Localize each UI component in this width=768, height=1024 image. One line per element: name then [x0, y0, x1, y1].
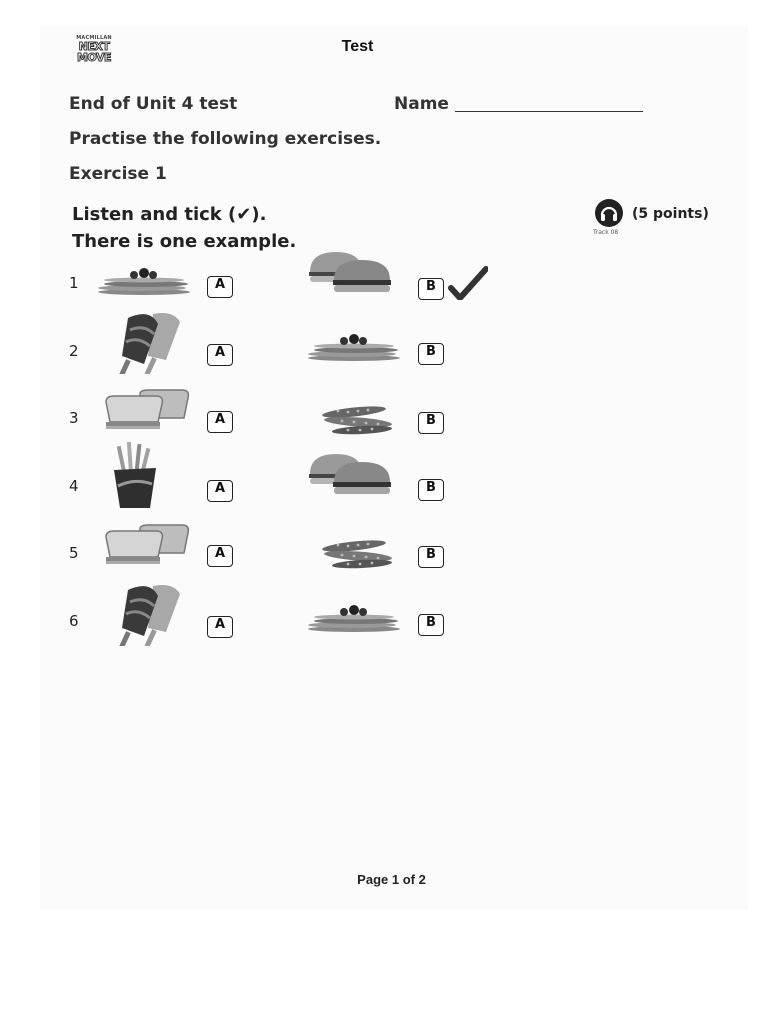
ice-lollies-picture	[108, 580, 188, 646]
chips-picture	[110, 442, 164, 510]
instruction-example: There is one example.	[72, 231, 297, 252]
item-number: 5	[69, 544, 79, 562]
item-number: 4	[69, 477, 79, 495]
burgers-picture	[306, 250, 398, 296]
exercise-heading: Exercise 1	[69, 164, 167, 184]
page-title: Test	[341, 38, 374, 55]
option-a-box[interactable]: A	[207, 411, 233, 433]
item-number: 3	[69, 409, 79, 427]
unit-test-title: End of Unit 4 test	[69, 94, 238, 114]
points-label: (5 points)	[632, 206, 709, 222]
pancakes-picture	[306, 603, 406, 635]
beans-picture	[318, 402, 398, 436]
option-a-box[interactable]: A	[207, 545, 233, 567]
instruction-listen: Listen and tick (✔).	[72, 204, 267, 225]
logo-word-move: MOVE	[76, 51, 112, 64]
option-a-box[interactable]: A	[207, 276, 233, 298]
option-b-box[interactable]: B	[418, 614, 444, 636]
name-label: Name	[394, 94, 449, 114]
option-b-box[interactable]: B	[418, 479, 444, 501]
option-b-box[interactable]: B	[418, 343, 444, 365]
intro-text: Practise the following exercises.	[69, 129, 382, 149]
option-a-box[interactable]: A	[207, 344, 233, 366]
logo-publisher: MACMILLAN	[76, 35, 112, 41]
option-b-box[interactable]: B	[418, 412, 444, 434]
beans-picture	[318, 536, 398, 570]
option-a-box[interactable]: A	[207, 616, 233, 638]
sandwiches-picture	[100, 388, 192, 432]
pancakes-picture	[306, 332, 406, 364]
sandwiches-picture	[100, 523, 192, 567]
logo-word-next: NEXT	[78, 40, 110, 53]
option-b-box[interactable]: B	[418, 546, 444, 568]
page-number: Page 1 of 2	[357, 872, 426, 887]
option-a-box[interactable]: A	[207, 480, 233, 502]
option-b-box[interactable]: B	[418, 278, 444, 300]
item-number: 6	[69, 612, 79, 630]
headphones-icon	[594, 198, 624, 228]
item-number: 1	[69, 274, 79, 292]
track-number: Track 08	[593, 229, 619, 236]
burgers-picture	[306, 452, 398, 498]
name-field[interactable]	[455, 111, 643, 112]
item-number: 2	[69, 342, 79, 360]
tick-mark-icon	[448, 266, 488, 300]
pancakes-picture	[96, 266, 196, 298]
ice-lollies-picture	[108, 308, 188, 374]
